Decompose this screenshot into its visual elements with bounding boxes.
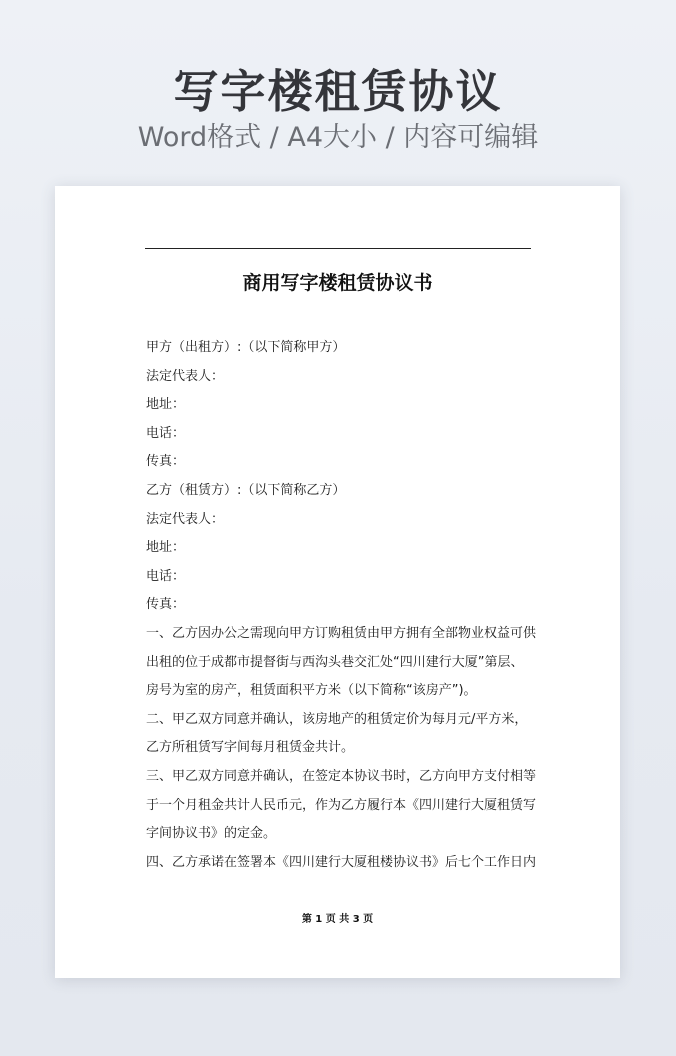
party-a-fax: 传真： [146, 454, 186, 470]
clause-2-line-1: 二、甲乙双方同意并确认，该房地产的租赁定价为每月元/平方米， [146, 711, 528, 727]
clause-3-line-2: 于一个月租金共计人民币元，作为乙方履行本《四川建行大厦租赁写 [146, 797, 536, 813]
clause-2-line-2: 乙方所租赁写字间每月租赁金共计。 [146, 740, 355, 756]
document-page [55, 186, 620, 978]
banner-subtitle: Word格式 / A4大小 / 内容可编辑 [137, 122, 539, 153]
document-body [146, 334, 536, 877]
party-b-line: 乙方（租赁方）:（以下简称乙方） [146, 482, 346, 498]
party-a-line: 甲方（出租方）:（以下简称甲方） [146, 340, 346, 355]
party-b-address: 地址： [146, 540, 186, 556]
party-a-address: 地址： [146, 397, 186, 413]
header-rule [145, 248, 531, 249]
page-number-footer: 第 1 页 共 3 页 [301, 914, 374, 925]
clause-3-line-1: 三、甲乙双方同意并确认，在签定本协议书时，乙方向甲方支付相等 [146, 768, 536, 784]
clause-1-line-3: 房号为室的房产，租赁面积平方米（以下简称“该房产”)。 [146, 683, 477, 699]
party-b-fax: 传真： [146, 597, 186, 613]
clause-3-line-3: 字间协议书》的定金。 [146, 826, 277, 842]
party-a-representative: 法定代表人： [146, 368, 225, 384]
clause-1-line-2: 出租的位于成都市提督街与西沟头巷交汇处“四川建行大厦”第层、 [146, 654, 524, 670]
clause-4-line-1: 四、乙方承诺在签署本《四川建行大厦租楼协议书》后七个工作日内 [146, 854, 536, 870]
clause-1-line-1: 一、乙方因办公之需现向甲方订购租赁由甲方拥有全部物业权益可供 [146, 625, 536, 641]
banner-title: 写字楼租赁协议 [173, 65, 503, 118]
document-title: 商用写字楼租赁协议书 [242, 272, 433, 294]
party-b-phone: 电话： [146, 568, 186, 584]
party-a-phone: 电话： [146, 425, 186, 441]
party-b-representative: 法定代表人： [146, 511, 225, 527]
